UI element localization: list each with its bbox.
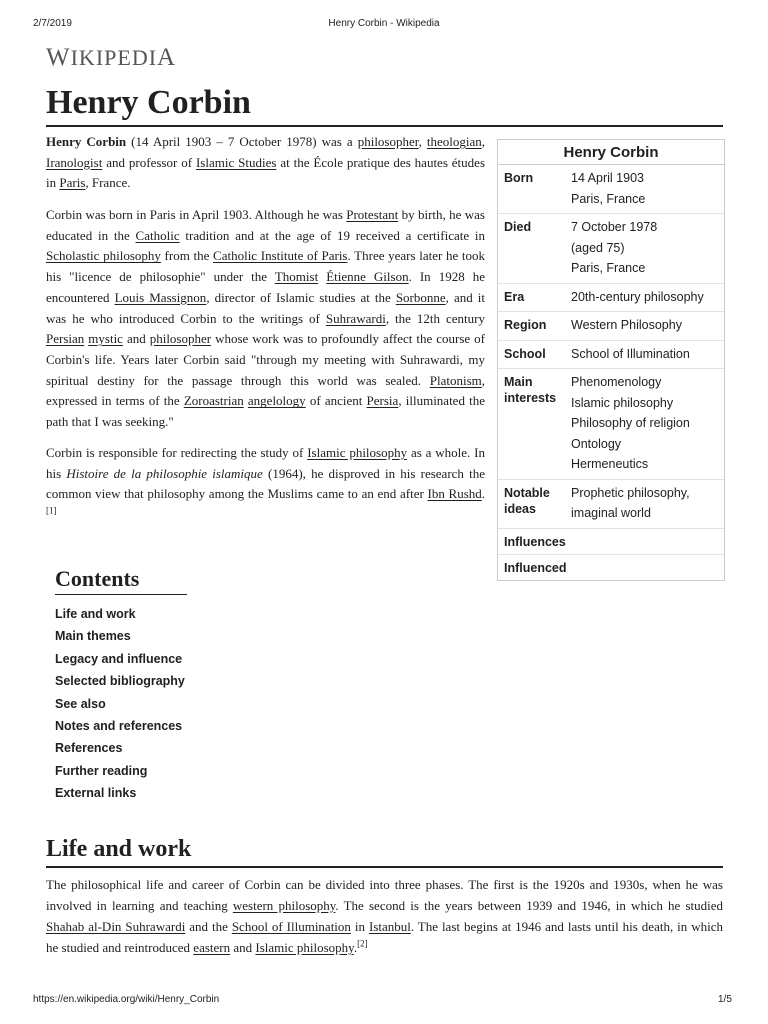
link-angelology[interactable]: angelology <box>247 393 306 409</box>
link-hermeneutics[interactable]: Hermeneutics <box>571 457 649 471</box>
infobox-row-school <box>498 341 724 370</box>
link-ibn-rushd[interactable]: Ibn Rushd <box>427 486 482 502</box>
link-scholastic-philosophy[interactable]: Scholastic philosophy <box>46 248 161 264</box>
toc-item[interactable]: Life and work <box>55 607 136 621</box>
link-catholic[interactable]: Catholic <box>135 227 180 243</box>
link-islamic-studies[interactable]: Islamic Studies <box>195 154 277 170</box>
link-sorbonne[interactable]: Sorbonne <box>395 289 446 305</box>
print-url: https://en.wikipedia.org/wiki/Henry_Corbin <box>33 994 220 1005</box>
infobox-row-influenced[interactable] <box>498 555 724 580</box>
contents-title: Contents <box>55 566 187 595</box>
link-suhrawardi[interactable]: Suhrawardi <box>325 310 386 326</box>
toc-item[interactable]: Further reading <box>55 763 148 778</box>
logo-letter: A <box>157 44 177 71</box>
link-islamic-philosophy-ib[interactable]: Islamic philosophy <box>571 395 674 410</box>
toc-item[interactable]: External links <box>55 786 137 801</box>
link-20th-century-philosophy[interactable]: 20th-century philosophy <box>571 289 704 304</box>
link-persia[interactable]: Persia <box>366 393 399 409</box>
link-platonism[interactable]: Platonism <box>429 372 482 388</box>
link-islamic-philosophy-2[interactable]: Islamic philosophy <box>255 940 354 955</box>
infobox-label: Region <box>504 318 547 332</box>
link-mystic[interactable]: mystic <box>88 331 123 347</box>
section-heading-life-and-work: Life and work <box>46 836 723 868</box>
wikipedia-logo[interactable] <box>46 44 176 72</box>
print-date: 2/7/2019 <box>33 18 72 29</box>
infobox-label: Died <box>504 220 532 234</box>
link-philosopher[interactable]: philosopher <box>357 134 419 149</box>
infobox-row-influences[interactable] <box>498 529 724 555</box>
toc-item[interactable]: See also <box>55 696 106 711</box>
toc-item[interactable]: References <box>55 741 123 756</box>
link-western-philosophy-2[interactable]: western philosophy <box>232 898 336 913</box>
toc-item[interactable]: Main themes <box>55 629 131 644</box>
link-philosopher-2[interactable]: philosopher <box>149 331 212 347</box>
infobox-label: Era <box>504 289 525 304</box>
bold-subject: Henry Corbin <box>46 134 127 149</box>
link-zoroastrian[interactable]: Zoroastrian <box>183 393 244 409</box>
life-and-work-paragraph: The philosophical life and career of Corbin can be divided into three phases. The first is the 1920s and 1930s, when he was involved in learning and teaching western philosophy. The second is the years between 1939 and 1946, in which he studied Shahab al-Din Suhrawardi and the School of Illumination in Istanbul. The last begins at 1946 and lasts until his death, in which he studied and reintroduced eastern and Islamic philosophy.[2] <box>46 877 723 955</box>
link-persian[interactable]: Persian <box>46 331 85 347</box>
reference-2[interactable]: [2] <box>357 938 368 949</box>
infobox-title: Henry Corbin <box>498 140 724 165</box>
link-theologian[interactable]: theologian <box>426 134 482 149</box>
print-page-number: 1/5 <box>718 994 732 1005</box>
logo-letter: W <box>46 44 71 71</box>
link-school-of-illumination[interactable]: School of Illumination <box>571 346 690 361</box>
link-western-philosophy[interactable]: Western Philosophy <box>571 318 682 332</box>
link-catholic-institute[interactable]: Catholic Institute of Paris <box>213 248 348 264</box>
table-of-contents <box>55 566 187 805</box>
page-title: Henry Corbin <box>46 84 723 127</box>
infobox-row-era <box>498 284 724 313</box>
infobox-row-born <box>498 165 724 214</box>
reference-1[interactable]: [1] <box>46 505 57 516</box>
infobox-value: 7 October 1978 (aged 75) Paris, France <box>571 220 658 275</box>
link-eastern[interactable]: eastern <box>193 940 231 955</box>
infobox-value: Prophetic philosophy, imaginal world <box>571 485 690 520</box>
intro-paragraph: Henry Corbin (14 April 1903 – 7 October 1978) was a philosopher, theologian, Iranologist and professor of Islamic Studies at the École pratique des hautes études in Paris, France. <box>46 134 486 191</box>
print-title: Henry Corbin - Wikipedia <box>328 18 440 29</box>
infobox-label: Influences <box>504 534 566 549</box>
link-paris[interactable]: Paris <box>59 175 86 191</box>
link-louis-massignon[interactable]: Louis Massignon <box>114 289 207 305</box>
link-iranologist[interactable]: Iranologist <box>46 154 103 170</box>
infobox-row-interests <box>498 369 724 480</box>
legacy-paragraph: Corbin is responsible for redirecting the study of Islamic philosophy as a whole. In his Histoire de la philosophie islamique (1964), he disproved in his research the common view that philosophy among the Muslims came to an end after Ibn Rushd.[1] <box>46 445 486 516</box>
infobox-label: School <box>504 346 546 361</box>
infobox-row-died <box>498 214 724 284</box>
link-protestant[interactable]: Protestant <box>346 207 399 222</box>
infobox-row-ideas <box>498 480 724 529</box>
infobox-label: Main interests <box>504 375 557 405</box>
logo-letters: IKIPEDI <box>70 45 158 70</box>
link-phenomenology[interactable]: Phenomenology <box>571 375 662 389</box>
book-title: Histoire de la philosophie islamique <box>66 465 263 481</box>
infobox-label: Influenced <box>504 560 567 575</box>
link-ontology[interactable]: Ontology <box>571 436 622 451</box>
link-school-of-illumination-2[interactable]: School of Illumination <box>231 919 351 934</box>
infobox-value <box>571 372 718 475</box>
infobox-label: Notable ideas <box>504 485 550 516</box>
infobox-value: 14 April 1903 Paris, France <box>571 171 646 206</box>
toc-item[interactable]: Legacy and influence <box>55 651 183 666</box>
link-thomist[interactable]: Thomist <box>274 269 319 285</box>
toc-item[interactable]: Notes and references <box>55 719 183 734</box>
link-philosophy-of-religion[interactable]: Philosophy of religion <box>571 416 690 430</box>
link-islamic-philosophy[interactable]: Islamic philosophy <box>307 445 408 460</box>
link-shahab-al-din-suhrawardi[interactable]: Shahab al-Din Suhrawardi <box>46 919 186 934</box>
infobox-label: Born <box>504 171 534 185</box>
infobox-row-region <box>498 312 724 341</box>
toc-item[interactable]: Selected bibliography <box>55 674 185 689</box>
link-istanbul[interactable]: Istanbul <box>368 919 411 934</box>
biography-paragraph: Corbin was born in Paris in April 1903. Although he was Protestant by birth, he was educated in the Catholic tradition and at the age of 19 received a certificate in Scholastic philosophy from the Catholic Institute of Paris. Three years later he took his "licence de philosophie" under the Thomist Étienne Gilson. In 1928 he encountered Louis Massignon, director of Islamic studies at the Sorbonne, and it was he who introduced Corbin to the writings of Suhrawardi, the 12th century Persian mystic and philosopher whose work was to profoundly affect the course of Corbin's life. Years later Corbin said "through my meeting with Suhrawardi, my spiritual destiny for the passage through this world was sealed. Platonism, expressed in terms of the Zoroastrian angelology of ancient Persia, illuminated the path that I was seeking." <box>46 207 486 430</box>
infobox <box>497 139 725 581</box>
link-etienne-gilson[interactable]: Étienne Gilson <box>326 269 409 285</box>
